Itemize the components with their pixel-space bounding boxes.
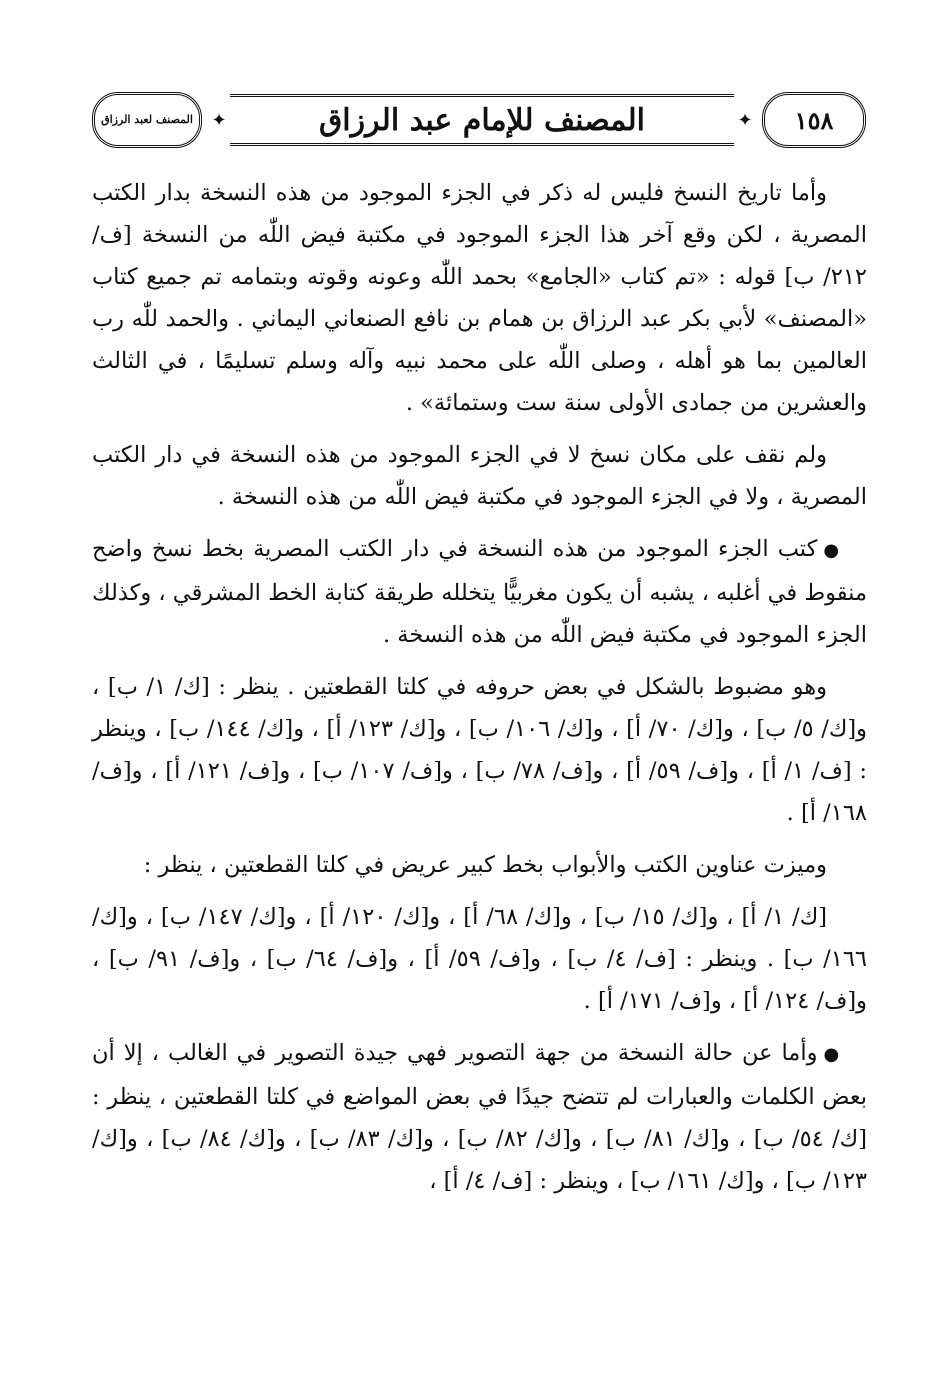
ornament-icon: ✦ [211, 109, 227, 131]
book-logo: المصنف لعبد الرزاق [92, 92, 202, 148]
paragraph: وأما تاريخ النسخ فليس له ذكر في الجزء الموجود من هذه النسخة بدار الكتب المصرية ، لكن وقع آخر هذا الجزء الموجود في مكتبة فيض اللّٰه من النسخة [ف/ ٢١٢/ ب] قوله : «تم كتاب «الجامع» بحمد اللّٰه وعونه وقوته وبتمامه تم جميع كتاب «المصنف» لأبي بكر عبد الرزاق بن همام بن نافع الصنعاني اليماني . والحمد للّٰه رب العالمين بما هو أهله ، وصلى اللّٰه على محمد نبيه وآله وسلم تسليمًا ، في الثالث والعشرين من جمادى الأولى سنة ست وستمائة» . [92, 180, 867, 416]
bullet-icon: ● [823, 540, 841, 561]
page-header [92, 92, 866, 148]
paragraph: وميزت عناوين الكتب والأبواب بخط كبير عريض في كلتا القطعتين ، ينظر : [143, 852, 827, 878]
page-body [92, 172, 867, 1212]
ornament-icon: ✦ [737, 109, 753, 131]
paragraph: ●وأما عن حالة النسخة من جهة التصوير فهي جيدة التصوير في الغالب ، إلا أن بعض الكلمات والعبارات لم تتضح جيدًا في بعض المواضع في كلتا القطعتين ، ينظر : [ك/ ٥٤/ ب] ، و[ك/ ٨١/ ب] ، و[ك/ ٨٢/ ب] ، و[ك/ ٨٣/ ب] ، و[ك/ ٨٤/ ب] ، و[ك/ ١٢٣/ ب] ، و[ك/ ١٦١/ ب] ، وينظر : [ف/ ٤/ أ] ، [92, 1040, 867, 1194]
paragraph: ●كتب الجزء الموجود من هذه النسخة في دار الكتب المصرية بخط نسخ واضح منقوط في أغلبه ، يشبه أن يكون مغربيًّا يتخلله طريقة كتابة الخط المشرقي ، وكذلك الجزء الموجود في مكتبة فيض اللّٰه من هذه النسخة . [92, 536, 867, 648]
page-number: ١٥٨ [762, 92, 866, 148]
paragraph: [ك/ ١/ أ] ، و[ك/ ١٥/ ب] ، و[ك/ ٦٨/ أ] ، و[ك/ ١٢٠/ أ] ، و[ك/ ١٤٧/ ب] ، و[ك/ ١٦٦/ ب] . وينظر : [ف/ ٤/ ب] ، و[ف/ ٥٩/ أ] ، و[ف/ ٦٤/ ب] ، و[ف/ ٩١/ ب] ، و[ف/ ١٢٤/ أ] ، و[ف/ ١٧١/ أ] . [92, 904, 867, 1014]
paragraph: ولم نقف على مكان نسخ لا في الجزء الموجود من هذه النسخة في دار الكتب المصرية ، ولا في الجزء الموجود في مكتبة فيض اللّٰه من هذه النسخة . [92, 442, 867, 510]
paragraph: وهو مضبوط بالشكل في بعض حروفه في كلتا القطعتين . ينظر : [ك/ ١/ ب] ، و[ك/ ٥/ ب] ، و[ك/ ٧٠/ أ] ، و[ك/ ١٠٦/ ب] ، و[ك/ ١٢٣/ أ] ، و[ك/ ١٤٤/ ب] ، وينظر : [ف/ ١/ أ] ، و[ف/ ٥٩/ أ] ، و[ف/ ٧٨/ ب] ، و[ف/ ١٠٧/ ب] ، و[ف/ ١٢١/ أ] ، و[ف/ ١٦٨/ أ] . [92, 674, 868, 826]
bullet-icon: ● [823, 1044, 841, 1065]
running-title: المصنف للإمام عبد الرزاق [230, 94, 734, 146]
